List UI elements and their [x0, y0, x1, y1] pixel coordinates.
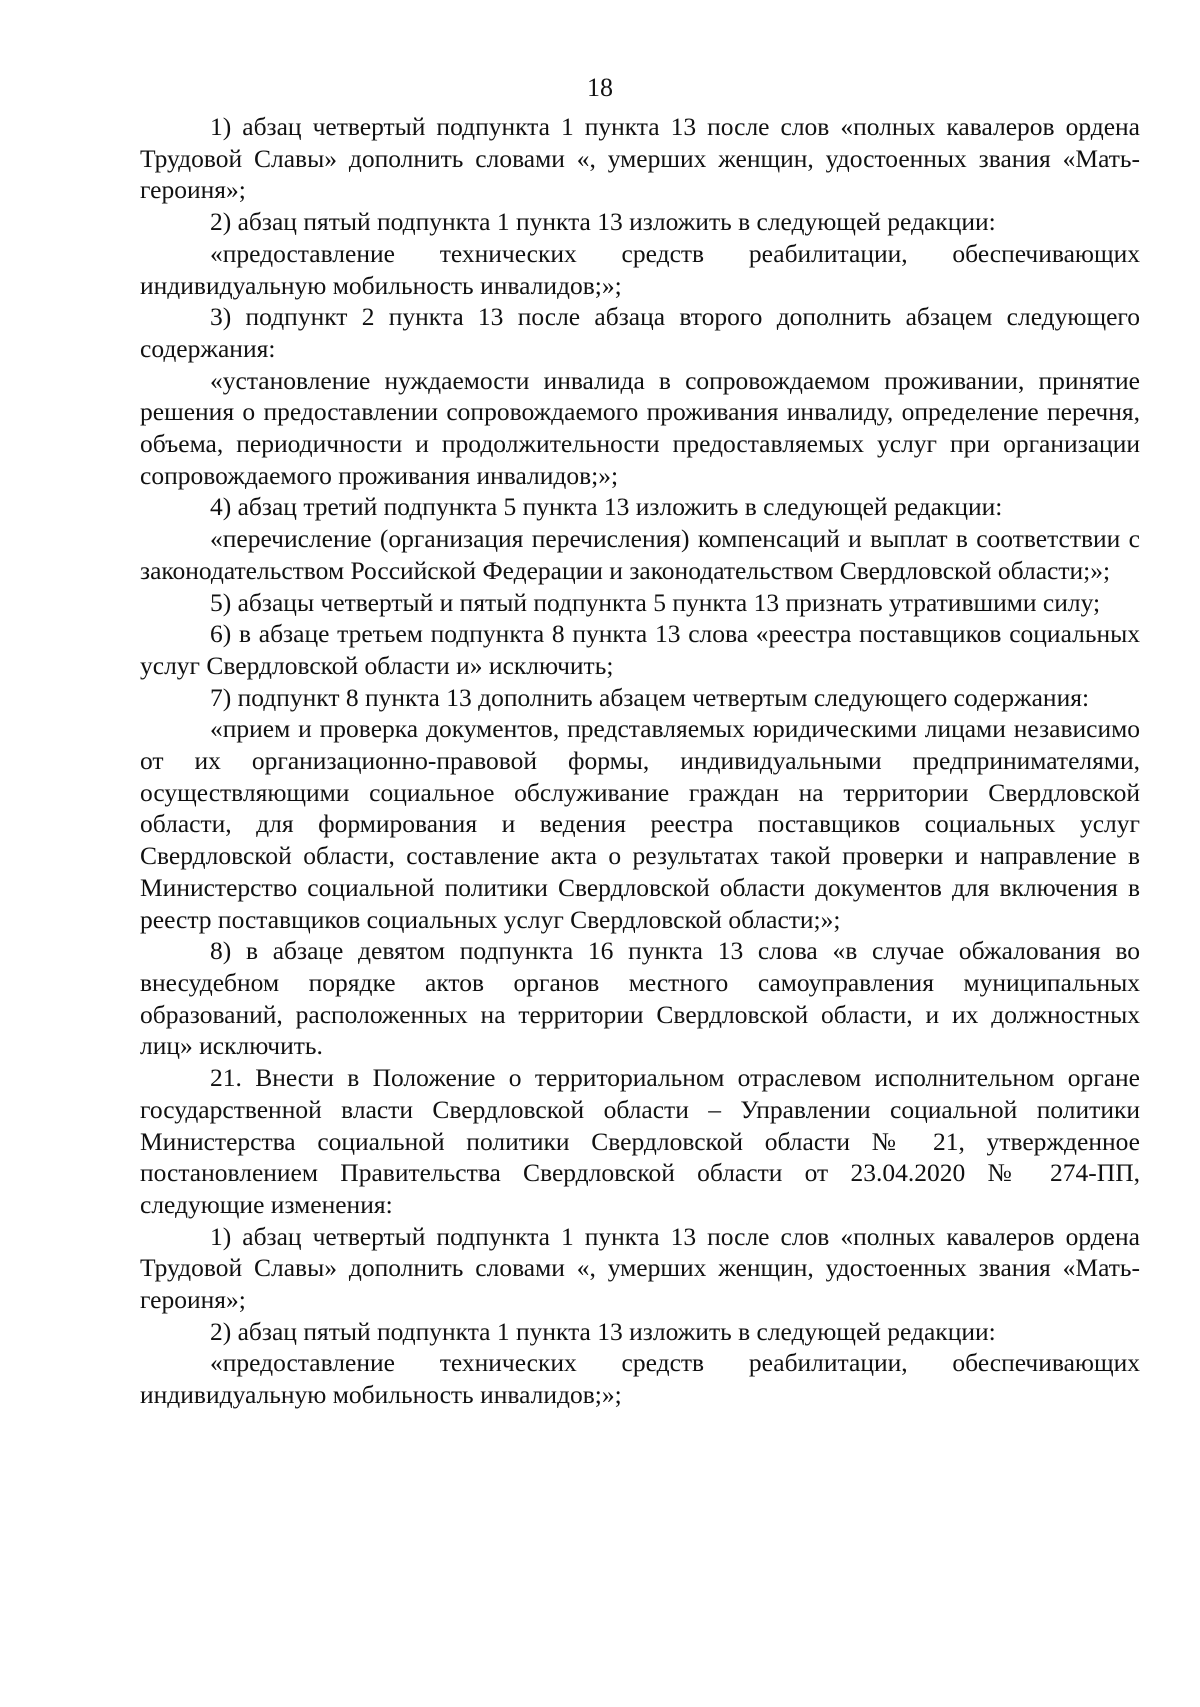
paragraph: 6) в абзаце третьем подпункта 8 пункта 13 слова «реестра поставщиков социальных услуг Свердловской области и» исключить;	[140, 619, 1140, 680]
paragraph: «прием и проверка документов, представляемых юридическими лицами независимо от их организационно-правовой формы, индивидуальными предпринимателями, осуществляющими социальное обслуживание граждан на территории Свердловской области, для формирования и ведения реестра поставщиков социальных услуг Свердловской области, составление акта о результатах такой проверки и направление в Министерство социальной политики Свердловской области документов для включения в реестр поставщиков социальных услуг Свердловской области;»;	[140, 714, 1140, 934]
paragraph: «установление нуждаемости инвалида в сопровождаемом проживании, принятие решения о предоставлении сопровождаемого проживания инвалиду, определение перечня, объема, периодичности и продолжительности предоставляемых услуг при организации сопровождаемого проживания инвалидов;»;	[140, 365, 1140, 490]
paragraph: 2) абзац пятый подпункта 1 пункта 13 изложить в следующей редакции:	[210, 207, 996, 237]
paragraph: 7) подпункт 8 пункта 13 дополнить абзацем четвертым следующего содержания:	[210, 682, 1090, 712]
paragraph: 1) абзац четвертый подпункта 1 пункта 13 после слов «полных кавалеров ордена Трудовой Славы» дополнить словами «, умерших женщин, удостоенных звания «Мать-героиня»;	[140, 1221, 1140, 1315]
paragraph: 21. Внести в Положение о территориальном отраслевом исполнительном органе государственной власти Свердловской области – Управлении социальной политики Министерства социальной политики Свердловской области № 21, утвержденное постановлением Правительства Свердловской области от 23.04.2020 № 274-ПП, следующие изменения:	[140, 1063, 1140, 1219]
paragraph: «предоставление технических средств реабилитации, обеспечивающих индивидуальную мобильность инвалидов;»;	[140, 1348, 1140, 1410]
paragraph: 3) подпункт 2 пункта 13 после абзаца второго дополнить абзацем следующего содержания:	[140, 302, 1140, 363]
page-number: 18	[587, 73, 613, 102]
paragraph: 5) абзацы четвертый и пятый подпункта 5 пункта 13 признать утратившими силу;	[210, 587, 1101, 617]
paragraph: «перечисление (организация перечисления) компенсаций и выплат в соответствии с законодательством Российской Федерации и законодательством Свердловской области;»;	[140, 524, 1140, 585]
paragraph: 8) в абзаце девятом подпункта 16 пункта 13 слова «в случае обжалования во внесудебном порядке актов органов местного самоуправления муниципальных образований, расположенных на территории Свердловской области, и их должностных лиц» исключить.	[140, 936, 1140, 1061]
paragraph: «предоставление технических средств реабилитации, обеспечивающих индивидуальную мобильность инвалидов;»;	[140, 238, 1140, 300]
paragraph: 4) абзац третий подпункта 5 пункта 13 изложить в следующей редакции:	[210, 492, 1003, 522]
paragraph: 1) абзац четвертый подпункта 1 пункта 13 после слов «полных кавалеров ордена Трудовой Славы» дополнить словами «, умерших женщин, удостоенных звания «Мать-героиня»;	[140, 112, 1140, 205]
document-body	[140, 111, 1140, 1411]
paragraph: 2) абзац пятый подпункта 1 пункта 13 изложить в следующей редакции:	[210, 1316, 996, 1346]
